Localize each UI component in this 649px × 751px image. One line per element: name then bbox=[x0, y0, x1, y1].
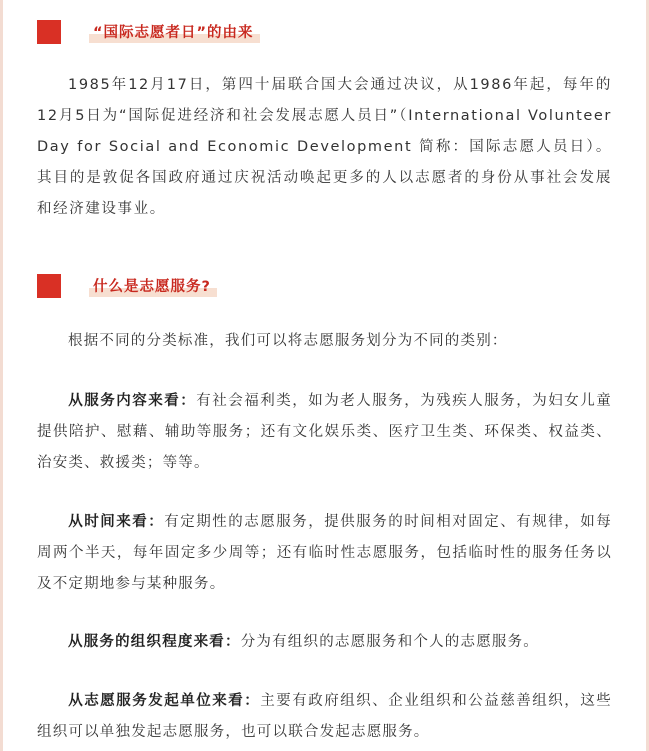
category-paragraph bbox=[37, 507, 612, 600]
category-lead: 从服务的组织程度来看： bbox=[68, 634, 241, 650]
section-title: “国际志愿者日”的由来 bbox=[93, 25, 254, 41]
paragraph-text: 1985年12月17日，第四十届联合国大会通过决议，从1986年起，每年的12月5日为“国际促进经济和社会发展志愿人员日”（International Volunteer Day for Social and Economic Development 简称：国际志愿人员日）。其目的是敦促各国政府通过庆祝活动唤起更多的人以志愿者的身份从事社会发展和经济建设事业。 bbox=[37, 77, 612, 217]
category-paragraph bbox=[37, 686, 612, 748]
category-lead: 从时间来看： bbox=[68, 514, 165, 530]
title-highlight bbox=[89, 276, 217, 297]
title-highlight bbox=[89, 22, 260, 43]
section-heading-what-is bbox=[37, 274, 612, 302]
category-text: 有定期性的志愿服务，提供服务的时间相对固定、有规律，如每周两个半天，每年固定多少周等；还有临时性志愿服务，包括临时性的服务任务以及不定期地参与某种服务。 bbox=[37, 514, 612, 592]
category-paragraph bbox=[37, 627, 612, 658]
intro-paragraph bbox=[37, 326, 612, 357]
red-square-marker bbox=[37, 274, 61, 298]
section-title: 什么是志愿服务? bbox=[93, 279, 211, 295]
red-square-marker bbox=[37, 20, 61, 44]
category-lead: 从服务内容来看： bbox=[68, 393, 197, 409]
category-lead: 从志愿服务发起单位来看： bbox=[68, 693, 261, 709]
paragraph-text: 根据不同的分类标准，我们可以将志愿服务划分为不同的类别： bbox=[68, 333, 508, 349]
origin-paragraph bbox=[37, 70, 612, 225]
left-border bbox=[0, 0, 3, 751]
category-paragraph bbox=[37, 386, 612, 479]
section-heading-origin bbox=[37, 20, 612, 48]
category-text: 主要有政府组织、企业组织和公益慈善组织，这些组织可以单独发起志愿服务，也可以联合发起志愿服务。 bbox=[37, 693, 612, 740]
category-text: 有社会福利类，如为老人服务，为残疾人服务，为妇女儿童提供陪护、慰藉、辅助等服务；还有文化娱乐类、医疗卫生类、环保类、权益类、治安类、救援类；等等。 bbox=[37, 393, 612, 471]
category-text: 分为有组织的志愿服务和个人的志愿服务。 bbox=[240, 634, 540, 650]
